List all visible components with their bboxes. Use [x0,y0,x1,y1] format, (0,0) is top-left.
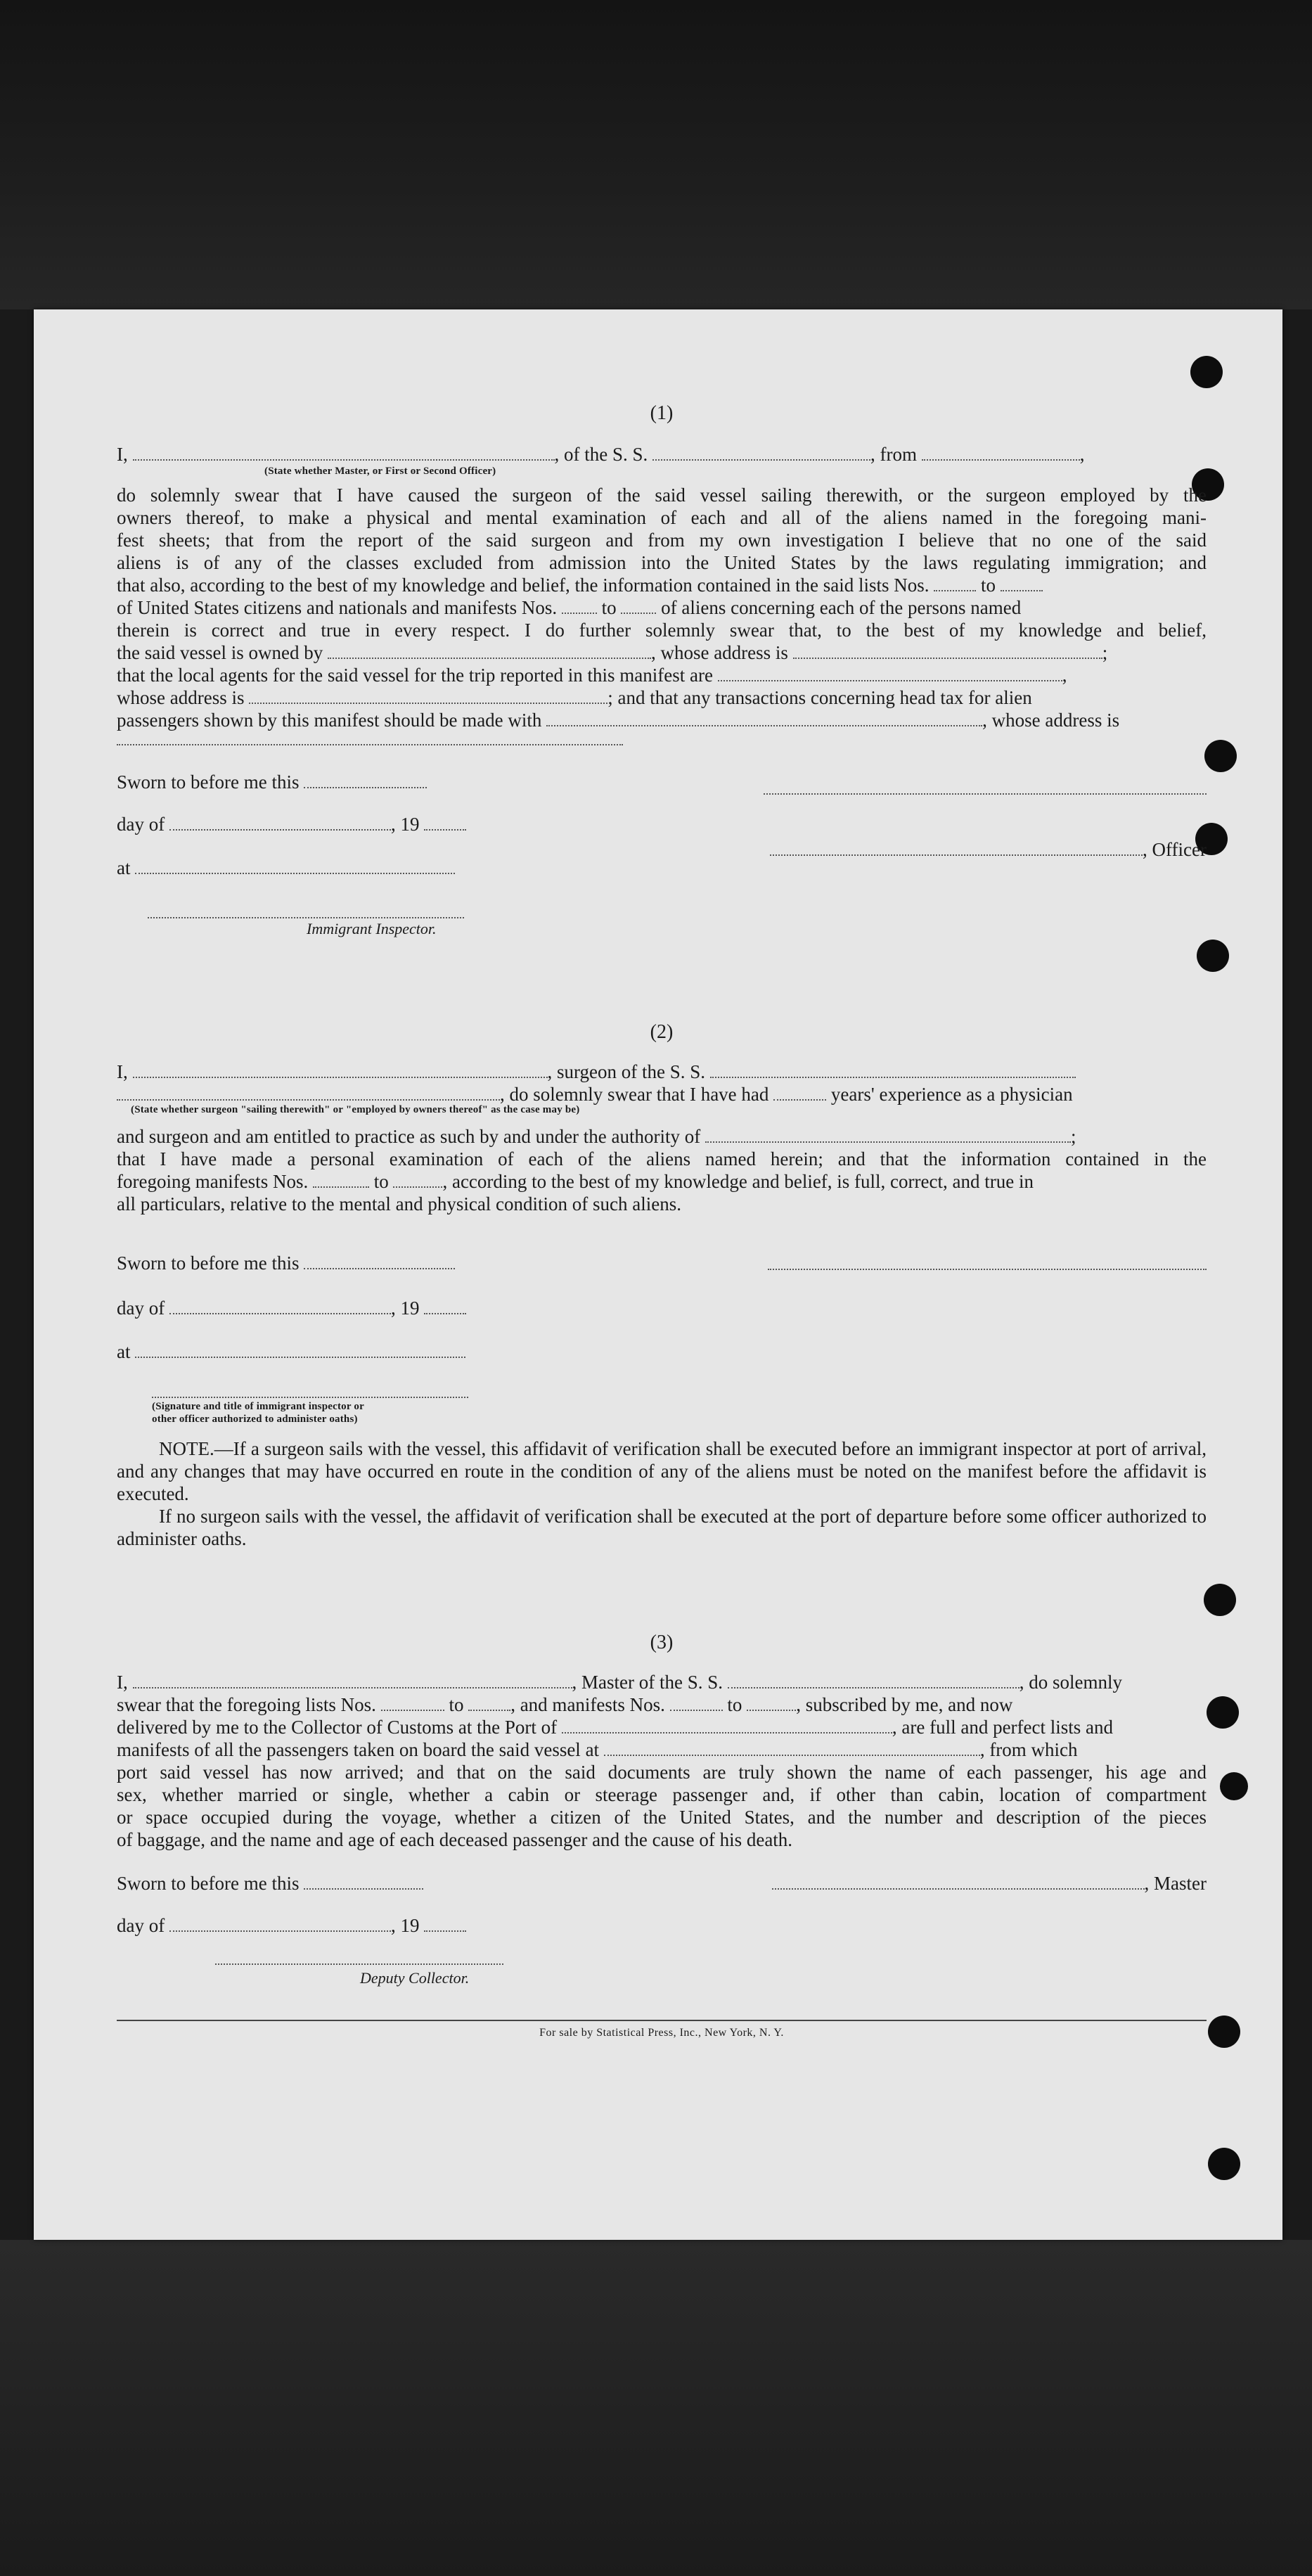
section-1-line-1 [117,443,1207,466]
blank-list-no [468,1697,510,1711]
sworn-line [117,1252,1207,1274]
body-line: that I have made a personal examination of each of the aliens named herein; and that the information contained in the [117,1148,1207,1170]
text: , 19 [390,1297,420,1319]
text: , and manifests Nos. [510,1694,665,1715]
text: ; and that any transactions concerning head tax for alien [607,687,1032,708]
text: to [601,597,617,618]
text: day of [117,814,165,835]
blank-list-no [381,1697,444,1711]
punch-hole [1190,356,1223,388]
section-3-line-1 [117,1671,1207,1693]
body-line: or space occupied during the voyage, whether a citizen of the United States, and the number and description of the pieces [117,1807,1207,1828]
blank-year [424,1918,466,1932]
text: , whose address is [982,710,1120,731]
document-page [34,309,1282,2240]
text: manifests of all the passengers taken on board the said vessel at [117,1739,600,1760]
blank-owner [328,645,651,659]
blank-manifest-no [747,1697,796,1711]
text: delivered by me to the Collector of Customs at the Port of [117,1717,558,1738]
body-line [117,686,1207,709]
scan-background-top [0,0,1312,309]
surgeon-signature-line [768,1267,1207,1270]
signature-line [764,792,1207,795]
text: , 19 [390,1915,420,1936]
punch-hole [1208,2016,1240,2048]
inspector-signature-line [152,1395,468,1398]
blank-at-place [135,1344,465,1358]
text: , Master of the S. S. [572,1672,723,1693]
text: that the local agents for the said vessel for the trip reported in this manifest are [117,665,713,686]
text: the said vessel is owned by [117,642,323,663]
text: I, [117,1061,128,1082]
section-2-number: (2) [650,1021,674,1043]
body-line [117,641,1207,664]
text: , [1062,665,1067,686]
blank-month [169,816,391,831]
text: to [449,1694,464,1715]
scan-background-bottom [0,2240,1312,2576]
body-line [117,1170,1207,1193]
body-line: therein is correct and true in every respect. I do further solemnly swear that, to the best of my knowledge and belief, [117,620,1207,641]
blank-years [773,1087,826,1101]
text: day of [117,1915,165,1936]
section-1-number: (1) [650,402,674,424]
at-line [117,857,1207,879]
blank-list-no [1001,577,1043,591]
blank-authority [705,1129,1071,1143]
blank-sworn-day [304,1255,455,1269]
text: to [727,1694,742,1715]
text: ; [1102,642,1108,663]
text: , [1079,444,1085,465]
body-line: do solemnly swear that I have caused the surgeon of the said vessel sailing therewith, or the surgeon employed by the [117,485,1207,506]
immigrant-inspector-label: Immigrant Inspector. [307,920,437,937]
punch-hole [1204,1584,1236,1616]
text: , whose address is [650,642,788,663]
section-3-line-2 [117,1693,1207,1716]
text: swear that the foregoing lists Nos. [117,1694,376,1715]
blank-master-sign [772,1876,1145,1890]
blank-surgeon-status [117,1087,500,1101]
deputy-signature-line [215,1962,503,1965]
text: , from which [979,1739,1078,1760]
text: , 19 [390,814,420,835]
text: to [373,1171,389,1192]
body-line: of baggage, and the name and age of each deceased passenger and the cause of his death. [117,1829,793,1850]
body-line: aliens is of any of the classes excluded from admission into the United States by the laws regulating immigration; and [117,552,1207,573]
blank-sworn-day [304,1876,423,1890]
text: that also, according to the best of my knowledge and belief, the information contained in the said lists Nos. [117,575,930,596]
text: of aliens concerning each of the persons named [661,597,1022,618]
body-line [117,664,1207,686]
section-2-line-1 [117,1060,1207,1083]
text: , surgeon of the S. S. [547,1061,706,1082]
blank-manifest-no [670,1697,723,1711]
text: , from [870,444,917,465]
surgeon-caption: (State whether surgeon "sailing therewith" or "employed by owners thereof" as the case may be) [131,1104,580,1115]
text: , Officer [1143,839,1207,860]
blank-manifest-no [621,600,656,614]
text: of United States citizens and nationals and manifests Nos. [117,597,558,618]
blank-port [562,1719,892,1734]
blank-year [424,1300,466,1314]
text: at [117,1341,131,1362]
text: , are full and perfect lists and [892,1717,1114,1738]
text: to [980,575,996,596]
note-paragraph-2: If no surgeon sails with the vessel, the affidavit of verification shall be executed at the port of departure before some officer authorized to administer oaths. [117,1506,1207,1549]
blank-from-port [922,447,1080,461]
blank-ship-name [652,447,870,461]
body-line: sex, whether married or single, whether a cabin or steerage passenger and, if other than cabin, location of compartment [117,1784,1207,1805]
blank-year [424,816,466,831]
punch-hole [1208,2148,1240,2180]
text: ; [1071,1126,1076,1147]
text: years' experience as a physician [830,1084,1073,1105]
section-2-line-2 [117,1083,1207,1106]
blank-month [169,1300,391,1314]
blank-embark-port [604,1742,980,1756]
text: Sworn to before me this [117,771,300,793]
blank-officer-name [133,447,555,461]
text: foregoing manifests Nos. [117,1171,309,1192]
body-line: port said vessel has now arrived; and that on the said documents are truly shown the name of each passenger, his age and [117,1762,1207,1783]
text: whose address is [117,687,245,708]
section-3-number: (3) [650,1632,674,1653]
blank-officer-sign [770,842,1143,856]
blank-ship-name [728,1674,1020,1689]
body-line: owners thereof, to make a physical and mental examination of each and all of the aliens named in the foregoing mani- [117,507,1207,528]
blank-surgeon-name [133,1064,548,1078]
footer-rule [117,2020,1207,2021]
body-line [117,574,1207,596]
section-3-line-4 [117,1738,1207,1761]
blank-manifest-no [313,1174,369,1188]
at-line [117,1340,1207,1363]
text: I, [117,1672,128,1693]
blank-list-no [934,577,976,591]
note-paragraph-1: NOTE.—If a surgeon sails with the vessel, this affidavit of verification shall be executed before an immigrant inspector at port of arrival, and any changes that may have occurred en route in the condition of any of the aliens must be noted on the manifest before the affidavit is executed. [117,1438,1207,1504]
blank-local-agents [718,667,1062,681]
text: , do solemnly [1019,1672,1122,1693]
body-line [117,596,1207,619]
text: Sworn to before me this [117,1252,300,1274]
text: , do solemnly swear that I have had [500,1084,769,1105]
text: and surgeon and am entitled to practice as such by and under the authority of [117,1126,701,1147]
blank-sworn-day [304,774,427,788]
text: Sworn to before me this [117,1873,300,1894]
printer-footer: For sale by Statistical Press, Inc., New York, N. Y. [539,2027,784,2039]
body-line [117,709,1207,731]
punch-hole [1197,940,1229,972]
deputy-collector-label: Deputy Collector. [360,1969,470,1987]
blank-manifest-no [562,600,597,614]
day-of-line [117,1297,1207,1319]
blank-at-place [135,860,455,874]
text: I, [117,444,128,465]
text: , according to the best of my knowledge and belief, is full, correct, and true in [442,1171,1034,1192]
text: at [117,857,131,878]
blank-master-name [133,1674,572,1689]
text: day of [117,1297,165,1319]
body-line [117,1125,1207,1148]
punch-hole [1207,1696,1239,1729]
blank-head-tax-party [546,712,982,726]
master-line [764,1872,1207,1895]
blank-address-line [117,743,623,745]
punch-hole [1220,1772,1248,1800]
text: , of the S. S. [554,444,648,465]
inspector-signature-line [148,916,464,918]
sworn-line [117,771,1207,793]
body-line: fest sheets; that from the report of the said surgeon and from my own investigation I believe that no one of the said [117,530,1207,551]
text: , subscribed by me, and now [796,1694,1013,1715]
signature-caption-2: other officer authorized to administer oaths) [152,1414,358,1425]
day-of-line [117,813,1207,835]
blank-ship-name [710,1064,1076,1078]
signature-caption-1: (Signature and title of immigrant inspector or [152,1401,364,1412]
blank-agents-address [249,690,607,704]
blank-owner-address [793,645,1102,659]
text: , Master [1144,1873,1207,1894]
text: passengers shown by this manifest should be made with [117,710,542,731]
day-of-line [117,1914,1207,1937]
body-line: all particulars, relative to the mental and physical condition of such aliens. [117,1193,681,1215]
blank-manifest-no [393,1174,442,1188]
section-3-line-3 [117,1716,1207,1738]
officer-caption: (State whether Master, or First or Second Officer) [264,466,496,477]
blank-month [169,1918,391,1932]
punch-hole [1204,740,1237,772]
